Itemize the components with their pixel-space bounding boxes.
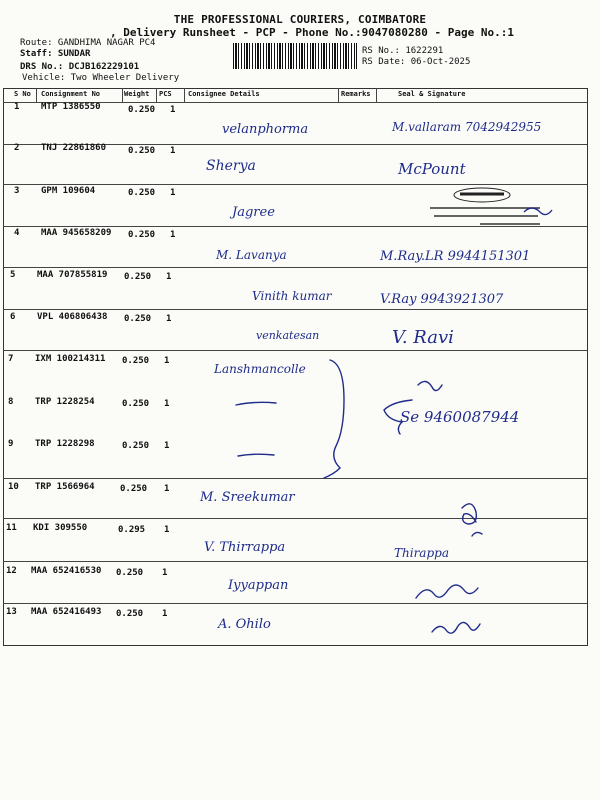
row-pcs: 1 [162, 568, 168, 578]
row-signature-handwritten: McPount [398, 160, 466, 178]
row-consignee-handwritten: V. Thirrappa [204, 540, 286, 555]
row-sno: 1 [14, 102, 20, 112]
row-consignment: GPM 109604 [41, 186, 96, 196]
row-weight: 0.295 [118, 525, 146, 535]
row-consignment: KDI 309550 [33, 523, 88, 533]
row-consignment: MTP 1386550 [41, 102, 101, 112]
row-pcs: 1 [162, 609, 168, 619]
row-weight: 0.250 [124, 314, 152, 324]
row-pcs: 1 [170, 230, 176, 240]
row-consignee-handwritten: velanphorma [222, 122, 309, 137]
row-consignee-handwritten: Iyyappan [228, 578, 289, 593]
row-pcs: 1 [164, 525, 170, 535]
row-consignee-handwritten: M. Sreekumar [200, 490, 295, 505]
row-consignment: TRP 1566964 [35, 482, 95, 492]
row-consignee-handwritten: Lanshmancolle [214, 362, 306, 376]
row-weight: 0.250 [128, 230, 156, 240]
row-sno: 6 [10, 312, 16, 322]
row-sno: 11 [6, 523, 17, 533]
row-consignee-handwritten: venkatesan [256, 329, 320, 342]
row-sno: 12 [6, 566, 17, 576]
row-pcs: 1 [164, 399, 170, 409]
rs-date: RS Date: 06-Oct-2025 [362, 57, 471, 67]
row-consignment: MAA 652416530 [31, 566, 102, 576]
col-seal-signature: Seal & Signature [398, 90, 466, 98]
col-consignment: Consignment No [41, 90, 101, 98]
row-signature-handwritten: V. Ravi [392, 327, 454, 348]
row-weight: 0.250 [122, 441, 150, 451]
row-sno: 5 [10, 270, 16, 280]
barcode [233, 43, 357, 69]
row-consignment: MAA 945658209 [41, 228, 112, 238]
row-signature-handwritten: M.Ray.LR 9944151301 [380, 249, 531, 264]
row-weight: 0.250 [124, 272, 152, 282]
row-sno: 10 [8, 482, 19, 492]
row-weight: 0.250 [116, 568, 144, 578]
col-remarks: Remarks [341, 90, 371, 98]
company-stamp [420, 186, 570, 228]
row-consignee-handwritten: Jagree [232, 205, 275, 220]
col-weight: Weight [124, 90, 150, 98]
row-weight: 0.250 [128, 105, 156, 115]
col-sno: S No [14, 90, 31, 98]
row-signature-handwritten: V.Ray 9943921307 [380, 292, 504, 307]
row-weight: 0.250 [128, 146, 156, 156]
row-signature-handwritten: Se 9460087944 [400, 408, 520, 426]
row-consignment: MAA 707855819 [37, 270, 108, 280]
row-pcs: 1 [166, 272, 172, 282]
staff: Staff: SUNDAR [20, 49, 91, 59]
row-consignee-handwritten: Vinith kumar [252, 289, 332, 303]
row-weight: 0.250 [122, 356, 150, 366]
row-pcs: 1 [164, 356, 170, 366]
row-pcs: 1 [164, 484, 170, 494]
row-weight: 0.250 [128, 188, 156, 198]
row-weight: 0.250 [122, 399, 150, 409]
row-sno: 4 [14, 228, 20, 238]
row-pcs: 1 [170, 105, 176, 115]
row-sno: 8 [8, 397, 14, 407]
row-weight: 0.250 [116, 609, 144, 619]
col-consignee: Consignee Details [188, 90, 260, 98]
row-pcs: 1 [170, 188, 176, 198]
row-sno: 7 [8, 354, 14, 364]
drs-number: DRS No.: DCJB162229101 [20, 62, 140, 72]
row-sno: 13 [6, 607, 17, 617]
row-consignment: VPL 406806438 [37, 312, 108, 322]
row-consignment: MAA 652416493 [31, 607, 102, 617]
row-pcs: 1 [164, 441, 170, 451]
row-consignee-handwritten: A. Ohilo [218, 617, 271, 632]
col-pcs: PCS [159, 90, 172, 98]
runsheet-title: , Delivery Runsheet - PCP - Phone No.:9047080280 - Page No.:1 [110, 26, 514, 39]
row-consignee-handwritten: M. Lavanya [216, 248, 287, 262]
row-sno: 2 [14, 143, 20, 153]
route: Route: GANDHIMA NAGAR PC4 [20, 38, 156, 48]
row-pcs: 1 [170, 146, 176, 156]
row-consignment: TNJ 22861860 [41, 143, 107, 153]
row-signature-handwritten: Thirappa [394, 546, 449, 560]
row-pcs: 1 [166, 314, 172, 324]
row-consignment: TRP 1228254 [35, 397, 95, 407]
row-consignment: IXM 100214311 [35, 354, 106, 364]
rs-number: RS No.: 1622291 [362, 46, 444, 56]
company-name: THE PROFESSIONAL COURIERS, COIMBATORE [173, 13, 427, 26]
row-consignment: TRP 1228298 [35, 439, 95, 449]
vehicle: Vehicle: Two Wheeler Delivery [22, 73, 180, 83]
row-consignee-handwritten: Sherya [206, 158, 256, 174]
row-sno: 9 [8, 439, 14, 449]
stamp-icon [420, 186, 570, 228]
row-sno: 3 [14, 186, 20, 196]
row-weight: 0.250 [120, 484, 148, 494]
row-signature-handwritten: M.vallaram 7042942955 [392, 120, 542, 134]
